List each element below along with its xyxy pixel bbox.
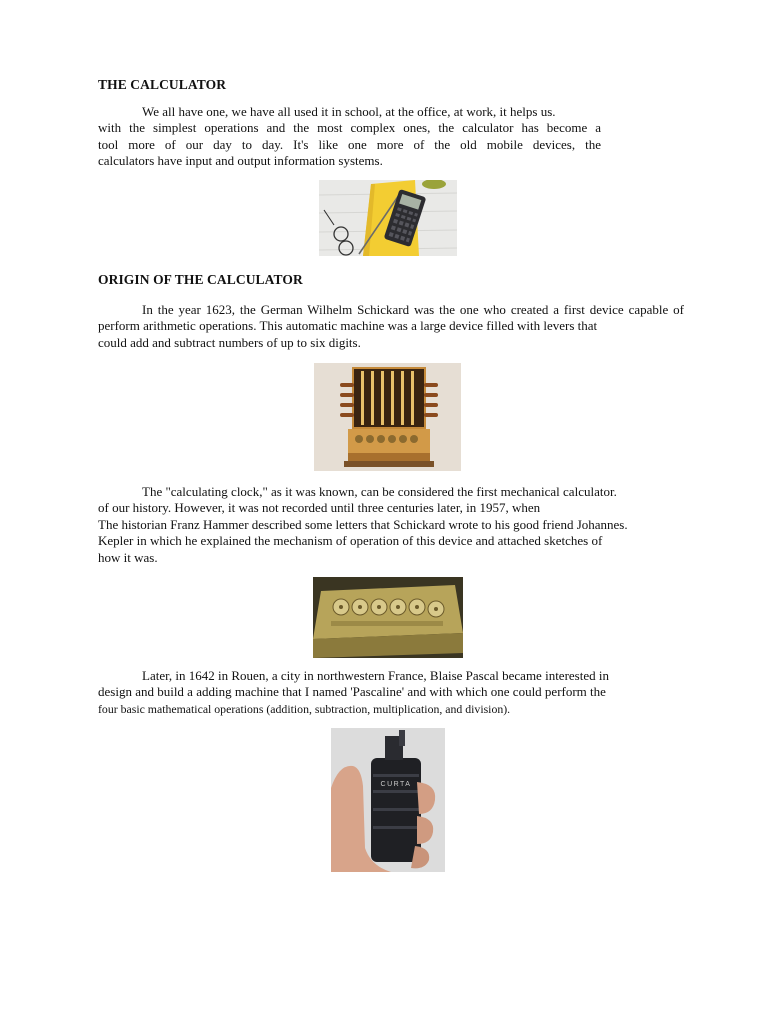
calculator-photo bbox=[319, 180, 457, 256]
heading-origin-of-the-calculator: ORIGIN OF THE CALCULATOR bbox=[98, 272, 303, 287]
pascaline-photo bbox=[313, 577, 463, 658]
text-line: tool more of our day to day. It's like one more of the old mobile devices, the bbox=[98, 136, 601, 152]
text-line: four basic mathematical operations (addition, subtraction, multiplication, and division). bbox=[98, 701, 511, 716]
schickard-machine-photo bbox=[314, 363, 461, 471]
text-line: could add and subtract numbers of up to six digits. bbox=[98, 334, 361, 350]
curta-brand-label: CURTA bbox=[380, 781, 412, 788]
paragraph-calculating-clock bbox=[98, 484, 688, 566]
text-line: of our history. However, it was not recorded until three centuries later, in 1957, when bbox=[98, 500, 541, 516]
heading-the-calculator: THE CALCULATOR bbox=[98, 77, 227, 92]
text-line: Later, in 1642 in Rouen, a city in northwestern France, Blaise Pascal became interested in bbox=[142, 668, 609, 683]
text-line: how it was. bbox=[98, 549, 158, 565]
paragraph-intro bbox=[98, 104, 601, 170]
text-line: We all have one, we have all used it in school, at the office, at work, it helps us. bbox=[142, 104, 556, 119]
text-line: design and build a adding machine that I named 'Pascaline' and with which one could perform the bbox=[98, 684, 606, 700]
text-line: Kepler in which he explained the mechanism of operation of this device and attached sketches of bbox=[98, 533, 603, 549]
text-line: The "calculating clock," as it was known, can be considered the first mechanical calculator. bbox=[142, 484, 617, 499]
paragraph-pascal bbox=[98, 668, 658, 717]
text-line: calculators have input and output information systems. bbox=[98, 153, 383, 169]
paragraph-schickard bbox=[98, 302, 684, 351]
curta-photo bbox=[331, 728, 445, 872]
text-line: perform arithmetic operations. This automatic machine was a large device filled with levers that bbox=[98, 318, 598, 334]
text-line: with the simplest operations and the most complex ones, the calculator has become a bbox=[98, 120, 601, 136]
text-line: The historian Franz Hammer described some letters that Schickard wrote to his good friend Johannes. bbox=[98, 516, 628, 532]
text-line: In the year 1623, the German Wilhelm Schickard was the one who created a first device capable of bbox=[142, 302, 684, 317]
